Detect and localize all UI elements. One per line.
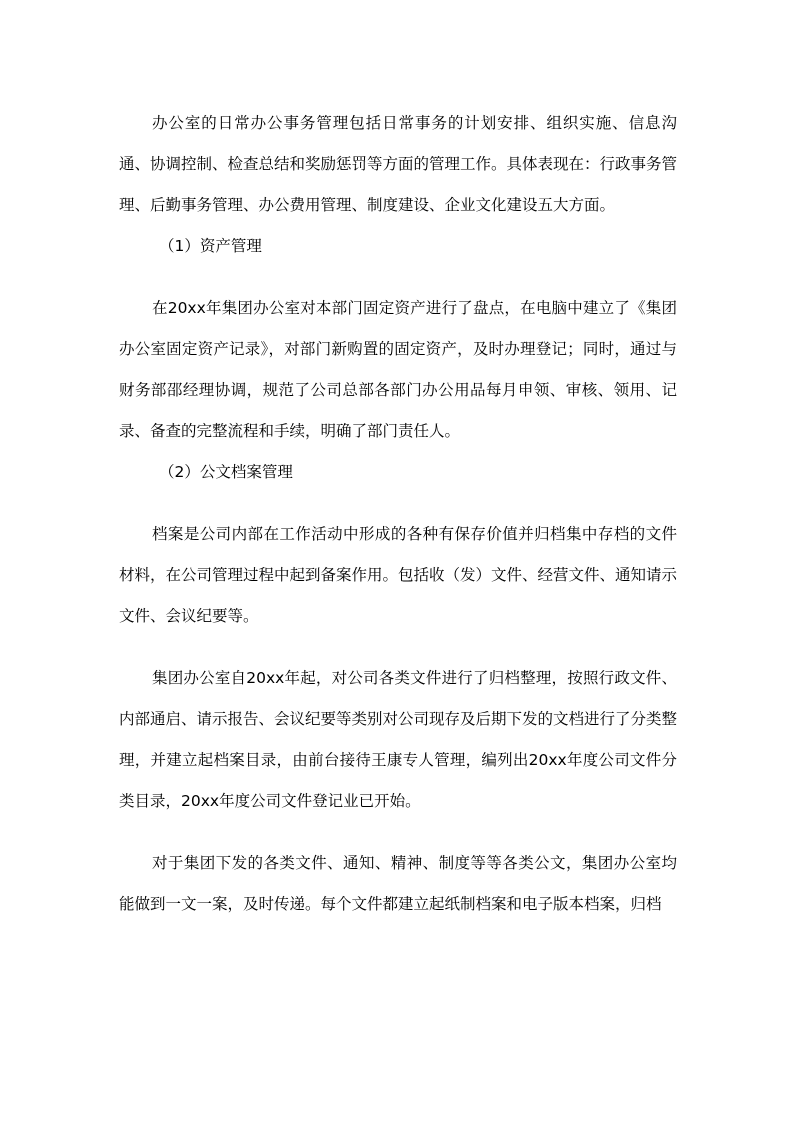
paragraph-intro: 办公室的日常办公事务管理包括日常事务的计划安排、组织实施、信息沟通、协调控制、检查总结和奖励惩罚等方面的管理工作。具体表现在：行政事务管理、后勤事务管理、办公费用管理、制度建设、企业文化建设五大方面。 xyxy=(119,114,678,214)
section-heading-assets: （1）资产管理 xyxy=(159,237,262,255)
paragraph-archives-organization: 集团办公室自20xx年起，对公司各类文件进行了归档整理，按照行政文件、内部通启、请示报告、会议纪要等类别对公司现存及后期下发的文档进行了分类整理，并建立起档案目录，由前台接待王康专人管理，编列出20xx年度公司文件分类目录，20xx年度公司文件登记业已开始。 xyxy=(119,669,678,810)
section-heading-archives: （2）公文档案管理 xyxy=(159,463,293,481)
paragraph-archives-distribution: 对于集团下发的各类文件、通知、精神、制度等等各类公文，集团办公室均能做到一文一案，及时传递。每个文件都建立起纸制档案和电子版本档案，归档 xyxy=(119,854,677,913)
paragraph-assets: 在20xx年集团办公室对本部门固定资产进行了盘点，在电脑中建立了《集团办公室固定资产记录》，对部门新购置的固定资产，及时办理登记；同时，通过与财务部邵经理协调，规范了公司总部各部门办公用品每月申领、审核、领用、记录、备查的完整流程和手续，明确了部门责任人。 xyxy=(119,299,677,440)
paragraph-archives-definition: 档案是公司内部在工作活动中形成的各种有保存价值并归档集中存档的文件材料，在公司管理过程中起到备案作用。包括收（发）文件、经营文件、通知请示文件、会议纪要等。 xyxy=(119,525,678,625)
document-body xyxy=(119,103,677,925)
